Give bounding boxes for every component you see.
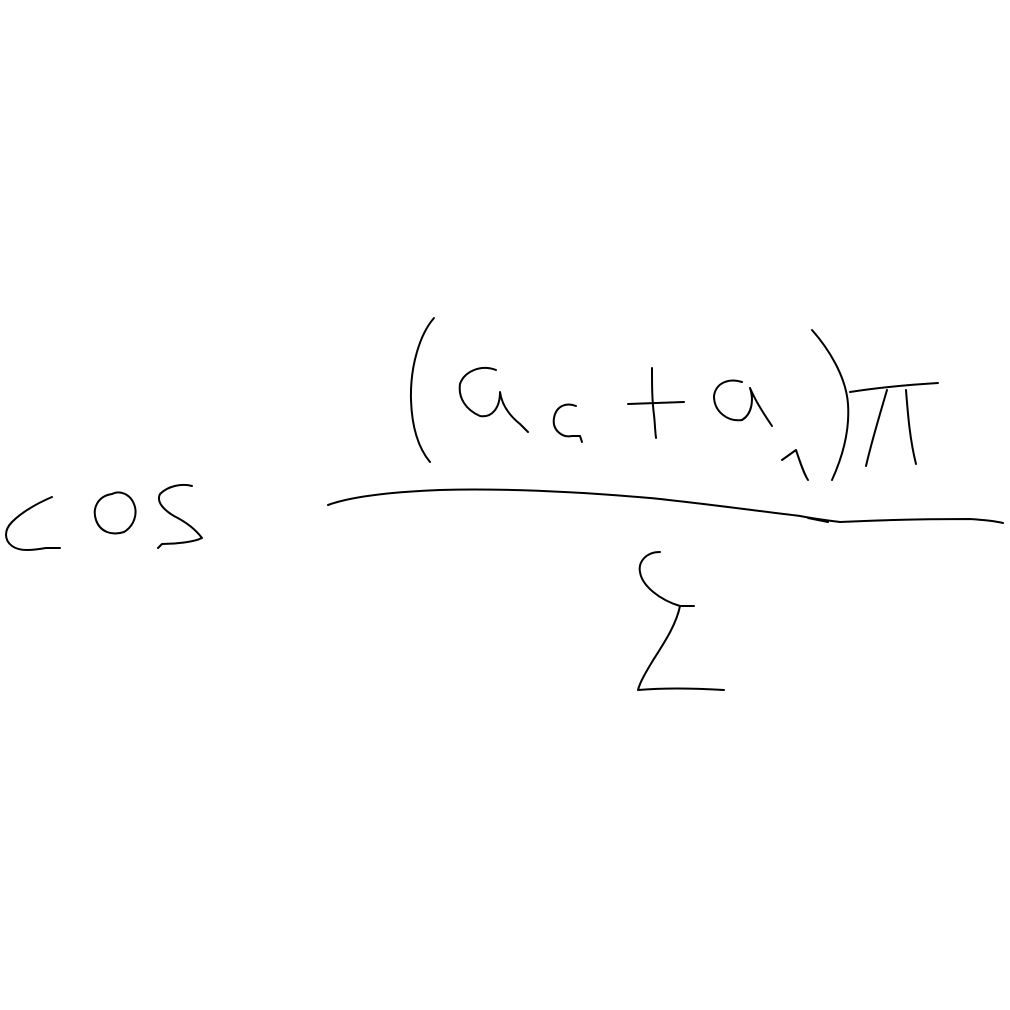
left-paren-stroke [411, 318, 434, 462]
stroke-o [95, 492, 136, 533]
function-cos-strokes [6, 485, 202, 550]
fraction-bar-stroke [328, 489, 1003, 523]
plus-horizontal-stroke [628, 402, 684, 404]
stroke-s [158, 485, 202, 548]
pi-right-leg-stroke [906, 390, 916, 464]
subscript-zero-stroke [554, 405, 582, 443]
a-sub-letter-stroke [460, 368, 528, 432]
stroke-c [6, 497, 60, 550]
pi-top-stroke [850, 383, 938, 392]
subscript-one-stroke [782, 450, 808, 480]
right-paren-stroke [812, 330, 848, 480]
numerator-strokes [411, 318, 938, 480]
pi-left-leg-stroke [866, 390, 887, 466]
denominator-two-stroke [638, 552, 724, 690]
a-letter-stroke [714, 381, 772, 426]
